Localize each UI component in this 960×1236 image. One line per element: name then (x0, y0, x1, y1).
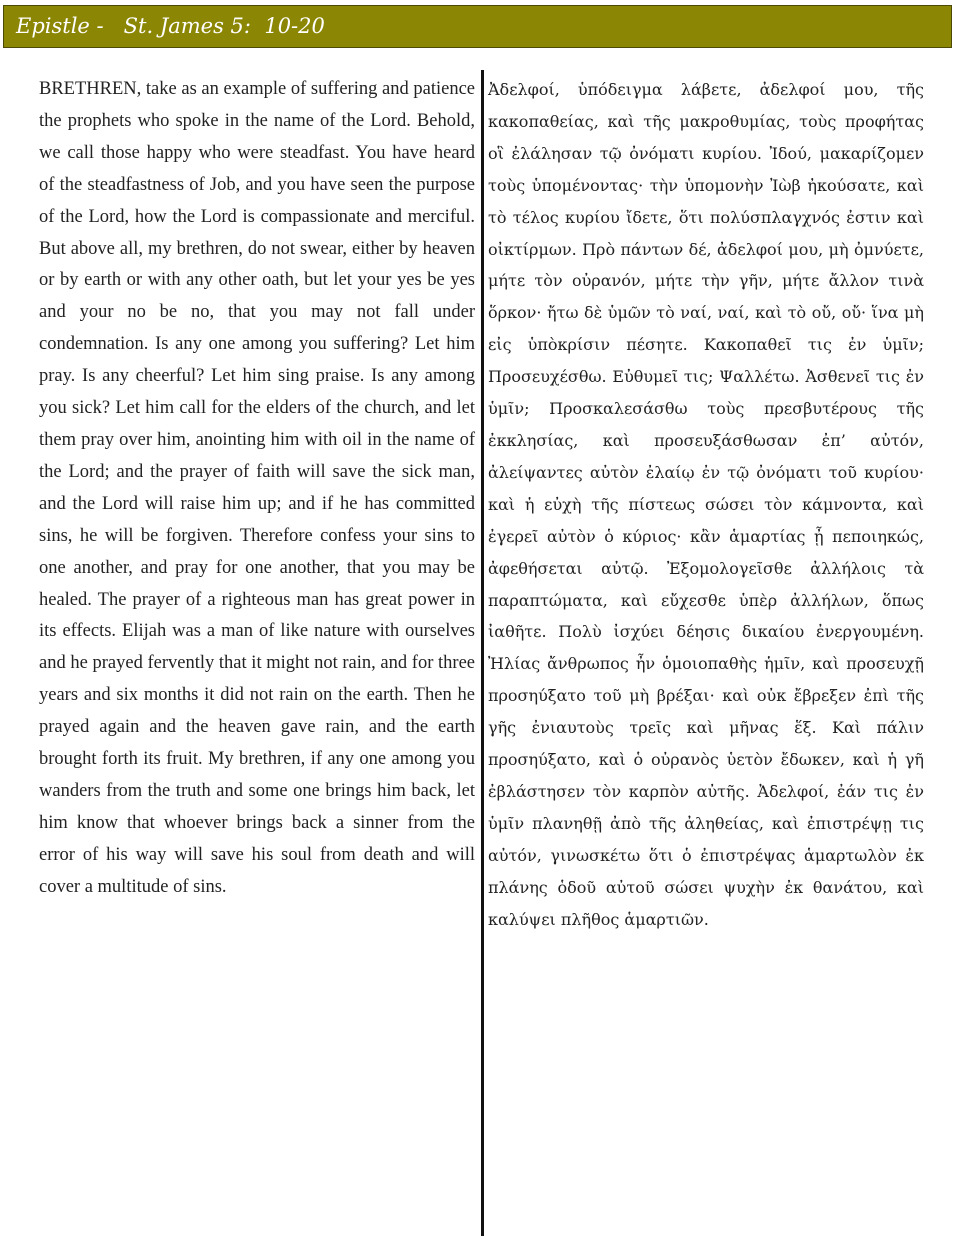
english-passage: BRETHREN, take as an example of suffering and patience the prophets who spoke in the name of the Lord. Behold, we call those happy who were steadfast. You have heard of the steadfastness of Job, and you have seen the purpose of the Lord, how the Lord is compassionate and merciful. But above all, my brethren, do not swear, either by heaven or by earth or with any other oath, but let your yes be yes and your no be no, that you may not fall under condemnation. Is any one among you suffering? Let him pray. Is any cheerful? Let him sing praise. Is any among you sick? Let him call for the elders of the church, and let them pray over him, anointing him with oil in the name of the Lord; and the prayer of faith will save the sick man, and the Lord will raise him up; and if he has committed sins, he will be forgiven. Therefore confess your sins to one another, and pray for one another, that you may be healed. The prayer of a righteous man has great power in its effects. Elijah was a man of like nature with ourselves and he prayed fervently that it might not rain, and for three years and six months it did not rain on the earth. Then he prayed again and the heaven gave rain, and the earth brought forth its fruit. My brethren, if any one among you wanders from the truth and some one brings him back, let him know that whoever brings back a sinner from the error of his way will save his soul from death and will cover a multitude of sins. (39, 79, 475, 897)
column-divider (481, 70, 484, 1236)
english-column (39, 74, 475, 904)
header-bar (3, 5, 952, 48)
page-title: Epistle - St. James 5: 10-20 (16, 14, 325, 38)
greek-passage: Ἀδελφοί, ὑπόδειγμα λάβετε, ἀδελφοί μου, τῆς κακοπαθείας, καὶ τῆς μακροθυμίας, τοὺς προφήτας οἳ ἐλάλησαν τῷ ὀνόματι κυρίου. Ἰδού, μακαρίζομεν τοὺς ὑπομένοντας· τὴν ὑπομονὴν Ἰὼβ ἠκούσατε, καὶ τὸ τέλος κυρίου ἴδετε, ὅτι πολύσπλαγχνός ἐστιν καὶ οἰκτίρμων. Πρὸ πάντων δέ, ἀδελφοί μου, μὴ ὀμνύετε, μήτε τὸν οὐρανόν, μήτε τὴν γῆν, μήτε ἄλλον τινὰ ὅρκον· ἤτω δὲ ὑμῶν τὸ ναί, ναί, καὶ τὸ οὔ, οὔ· ἵνα μὴ εἰς ὑπὸκρίσιν πέσητε. Κακοπαθεῖ τις ἐν ὑμῖν; Προσευχέσθω. Εὐθυμεῖ τις; Ψαλλέτω. Ἀσθενεῖ τις ἐν ὑμῖν; Προσκαλεσάσθω τοὺς πρεσβυτέρους τῆς ἐκκλησίας, καὶ προσευξάσθωσαν ἐπ’ αὐτόν, ἀλείψαντες αὐτὸν ἐλαίῳ ἐν τῷ ὀνόματι τοῦ κυρίου· καὶ ἡ εὐχὴ τῆς πίστεως σώσει τὸν κάμνοντα, καὶ ἐγερεῖ αὐτὸν ὁ κύριος· κἂν ἁμαρτίας ᾖ πεποιηκώς, ἀφεθήσεται αὐτῷ. Ἐξομολογεῖσθε ἀλλήλοις τὰ παραπτώματα, καὶ εὔχεσθε ὑπὲρ ἀλλήλων, ὅπως ἰαθῆτε. Πολὺ ἰσχύει δέησις δικαίου ἐνεργουμένη. Ἠλίας ἄνθρωπος ἦν ὁμοιοπαθὴς ἡμῖν, καὶ προσευχῇ προσηύξατο τοῦ μὴ βρέξαι· καὶ οὐκ ἔβρεξεν ἐπὶ τῆς γῆς ἐνιαυτοὺς τρεῖς καὶ μῆνας ἕξ. Καὶ πάλιν προσηύξατο, καὶ ὁ οὐρανὸς ὑετὸν ἔδωκεν, καὶ ἡ γῆ ἐβλάστησεν τὸν καρπὸν αὐτῆς. Ἀδελφοί, ἐάν τις ἐν ὑμῖν πλανηθῇ ἀπὸ τῆς ἀληθείας, καὶ ἐπιστρέψῃ τις αὐτόν, γινωσκέτω ὅτι ὁ ἐπιστρέψας ἁμαρτωλὸν ἐκ πλάνης ὁδοῦ αὐτοῦ σώσει ψυχὴν ἐκ θανάτου, καὶ καλύψει πλῆθος ἁμαρτιῶν. (488, 80, 924, 929)
greek-column (488, 74, 924, 935)
